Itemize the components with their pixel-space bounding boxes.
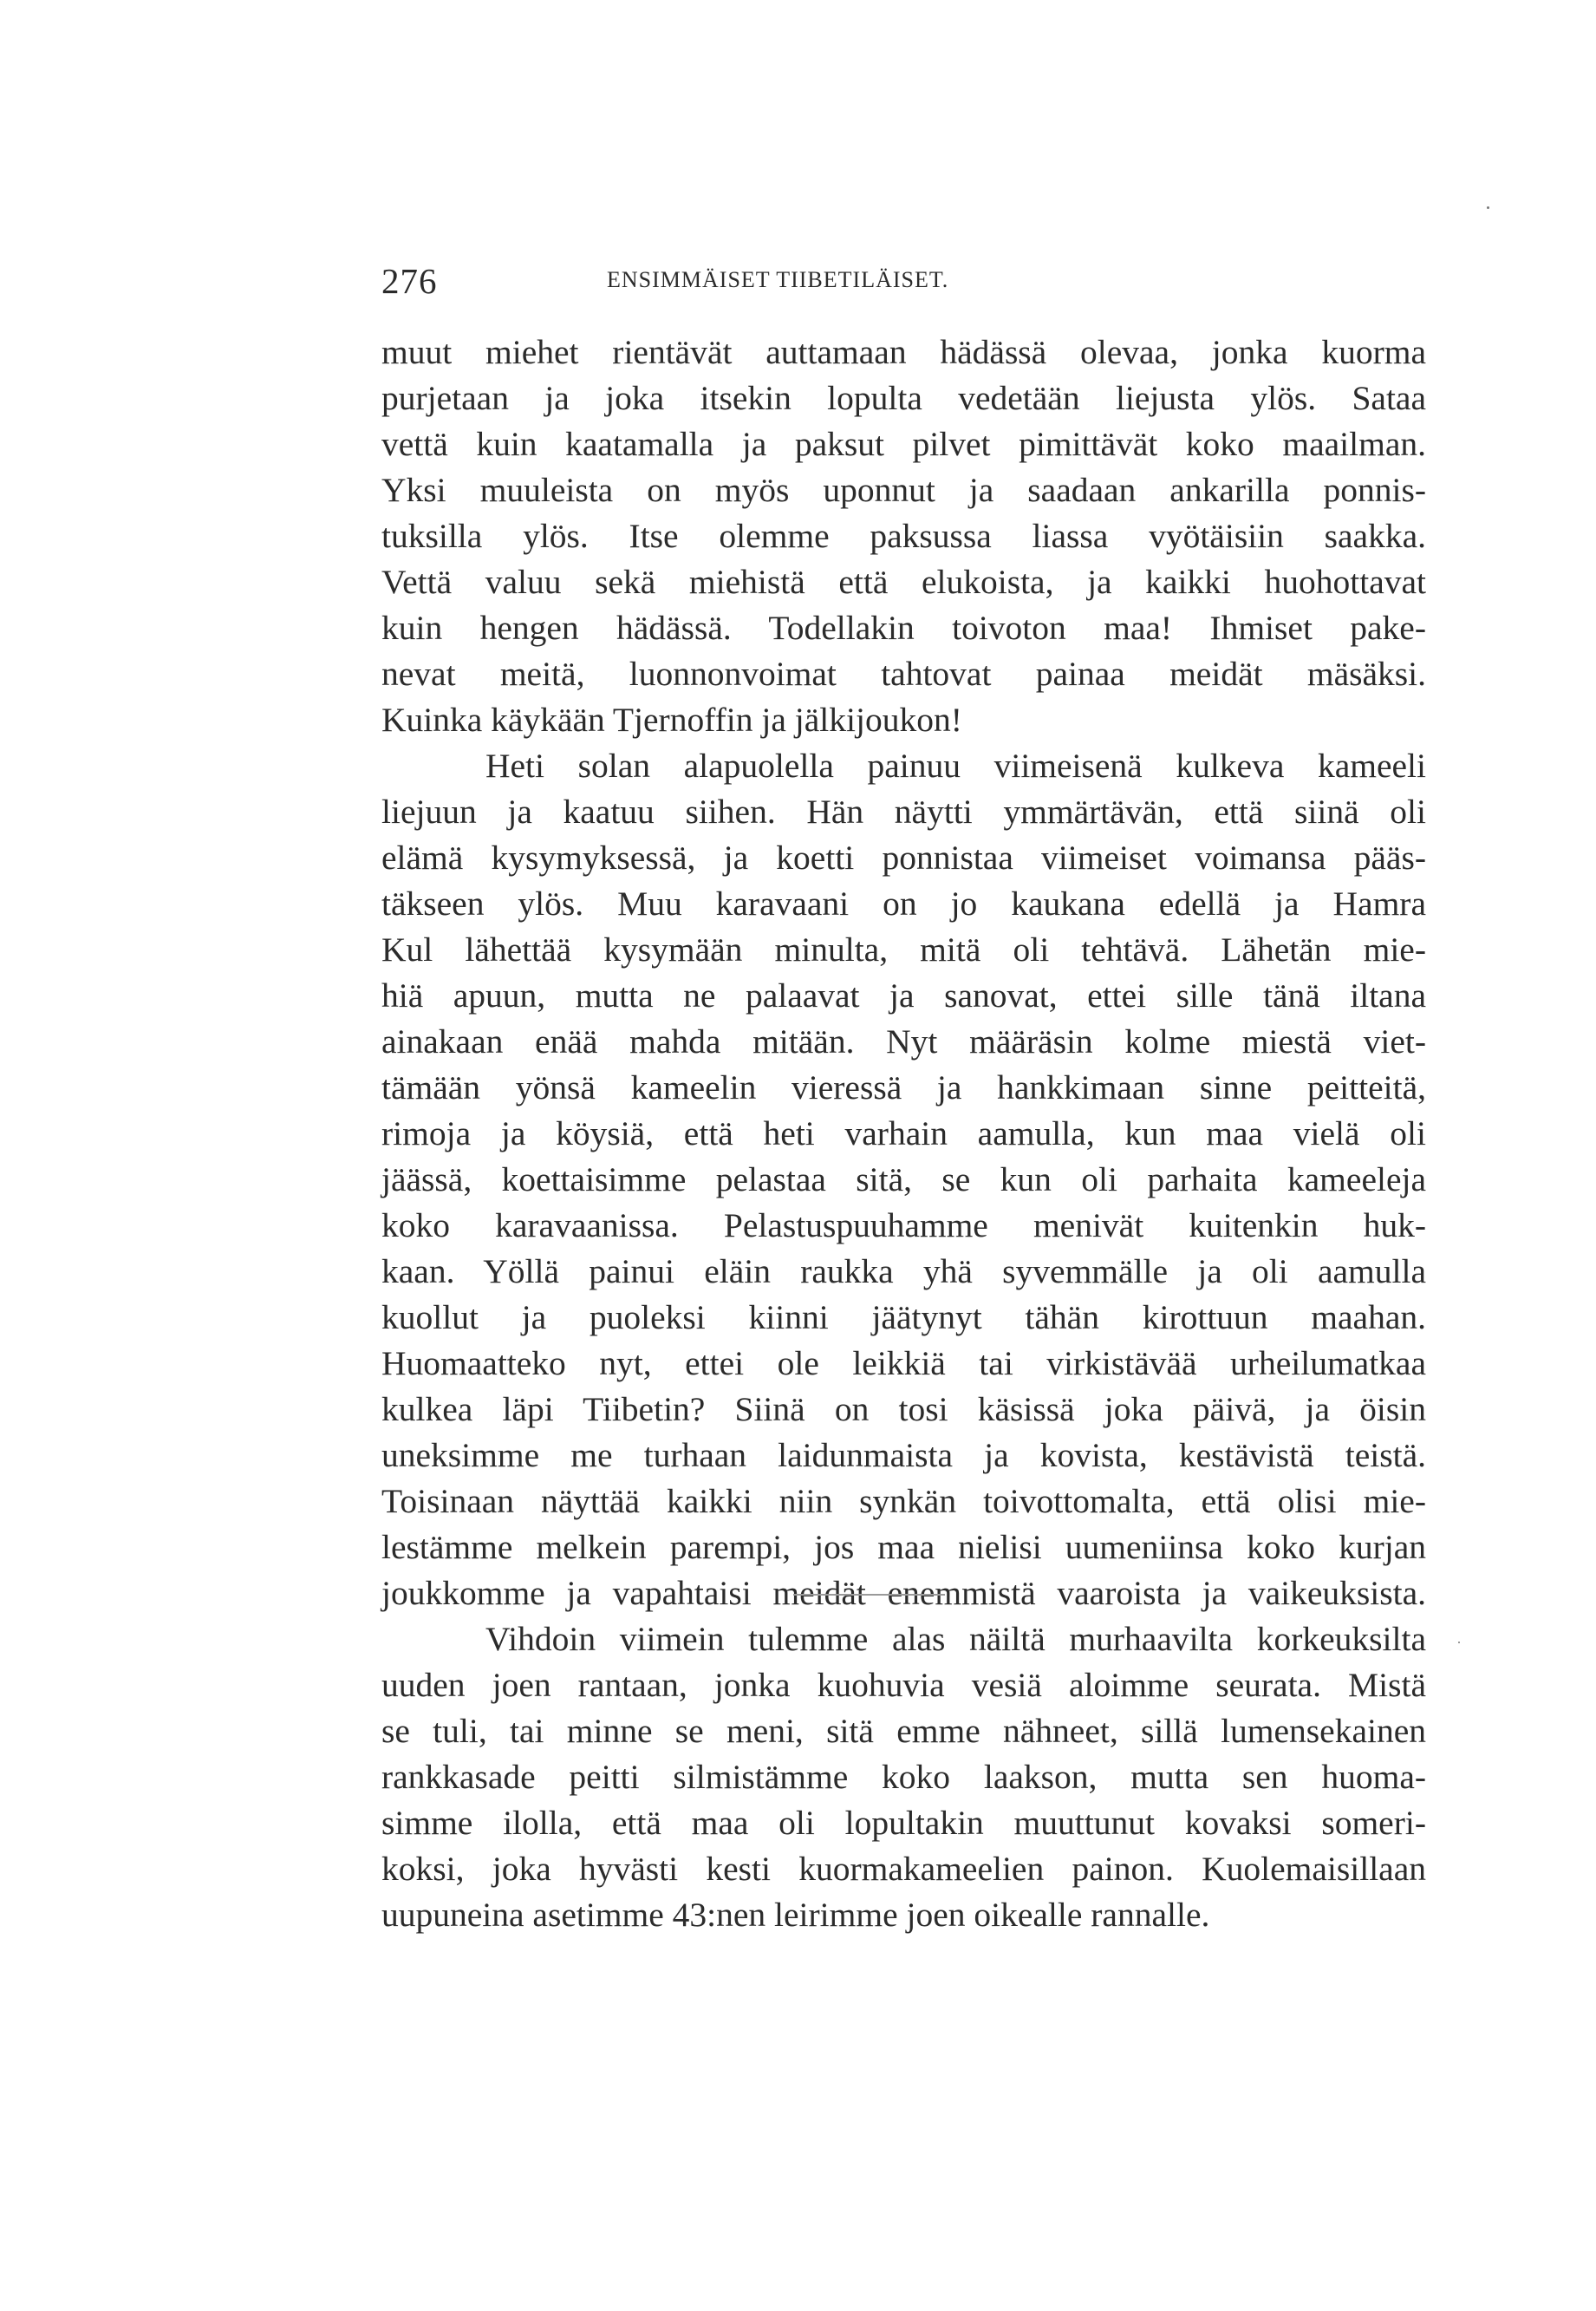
text-line: muut miehet rientävät auttamaan hädässä olevaa, jonka kuorma [381,333,1426,371]
text-line: Heti solan alapuolella painuu viimeisenä kulkeva kameeli [485,747,1426,785]
paragraph [381,330,1426,743]
text-line: rankkasade peitti silmistämme koko laakson, mutta sen huoma- [381,1758,1426,1796]
text-line: lestämme melkein parempi, jos maa nielisi uumeniinsa koko kurjan [381,1528,1426,1566]
text-line: liejuun ja kaatuu siihen. Hän näytti ymmärtävän, että siinä oli [381,793,1426,831]
text-line: Kuinka käykään Tjernoffin ja jälkijoukon! [381,701,962,739]
end-rule [793,1594,945,1596]
text-line: elämä kysymyksessä, ja koetti ponnistaa viimeiset voimansa pääs- [381,839,1426,877]
text-line: kulkea läpi Tiibetin? Siinä on tosi käsissä joka päivä, ja öisin [381,1390,1426,1428]
text-line: kaan. Yöllä painui eläin raukka yhä syvemmälle ja oli aamulla [381,1252,1426,1290]
paragraph [381,1616,1426,1938]
text-line: kuollut ja puoleksi kiinni jäätynyt tähän kirottuun maahan. [381,1298,1426,1336]
text-line: täkseen ylös. Muu karavaani on jo kaukana edellä ja Hamra [381,885,1426,923]
text-line: ainakaan enää mahda mitään. Nyt määräsin kolme miestä viet- [381,1022,1426,1061]
text-line: Yksi muuleista on myös uponnut ja saadaan ankarilla ponnis- [381,471,1426,509]
text-line: kuin hengen hädässä. Todellakin toivoton maa! Ihmiset pake- [381,609,1426,647]
text-line: vettä kuin kaatamalla ja paksut pilvet pimittävät koko maailman. [381,425,1426,463]
text-line: Vettä valuu sekä miehistä että elukoista, ja kaikki huohottavat [381,563,1426,601]
page-number: 276 [381,261,438,301]
text-line: rimoja ja köysiä, että heti varhain aamulla, kun maa vielä oli [381,1114,1426,1152]
text-line: joukkomme ja vapahtaisi meidät enemmistä vaaroista ja vaikeuksista. [381,1574,1426,1612]
running-title: ENSIMMÄISET TIIBETILÄISET. [607,267,949,292]
text-line: purjetaan ja joka itsekin lopulta vedetään liejusta ylös. Sataa [381,379,1426,417]
text-line: Vihdoin viimein tulemme alas näiltä murhaavilta korkeuksilta [485,1620,1426,1658]
text-line: tuksilla ylös. Itse olemme paksussa liassa vyötäisiin saakka. [381,517,1426,555]
body-text [381,330,1426,1938]
text-line: tämään yönsä kameelin vieressä ja hankkimaan sinne peitteitä, [381,1068,1426,1107]
text-line: koksi, joka hyvästi kesti kuormakameelien painon. Kuolemaisillaan [381,1850,1426,1888]
text-line: hiä apuun, mutta ne palaavat ja sanovat, ettei sille tänä iltana [381,976,1426,1015]
text-line: simme ilolla, että maa oli lopultakin muuttunut kovaksi someri- [381,1804,1426,1842]
text-line: Huomaatteko nyt, ettei ole leikkiä tai virkistävää urheilumatkaa [381,1344,1426,1382]
text-line: uneksimme me turhaan laidunmaista ja kovista, kestävistä teistä. [381,1436,1426,1474]
text-line: uupuneina asetimme 43:nen leirimme joen oikealle rannalle. [381,1896,1210,1934]
text-line: nevat meitä, luonnonvoimat tahtovat painaa meidät mäsäksi. [381,655,1426,693]
text-line: se tuli, tai minne se meni, sitä emme nähneet, sillä lumensekainen [381,1712,1426,1750]
scan-speck [1458,1642,1460,1643]
text-line: jäässä, koettaisimme pelastaa sitä, se kun oli parhaita kameeleja [381,1160,1426,1198]
text-line: Toisinaan näyttää kaikki niin synkän toivottomalta, että olisi mie- [381,1482,1426,1520]
text-line: Kul lähettää kysymään minulta, mitä oli tehtävä. Lähetän mie- [381,930,1426,969]
paragraph [381,743,1426,1616]
scan-speck [1487,206,1489,209]
running-head [381,260,1430,309]
text-line: uuden joen rantaan, jonka kuohuvia vesiä aloimme seurata. Mistä [381,1666,1426,1704]
text-line: koko karavaanissa. Pelastuspuuhamme menivät kuitenkin huk- [381,1206,1426,1244]
